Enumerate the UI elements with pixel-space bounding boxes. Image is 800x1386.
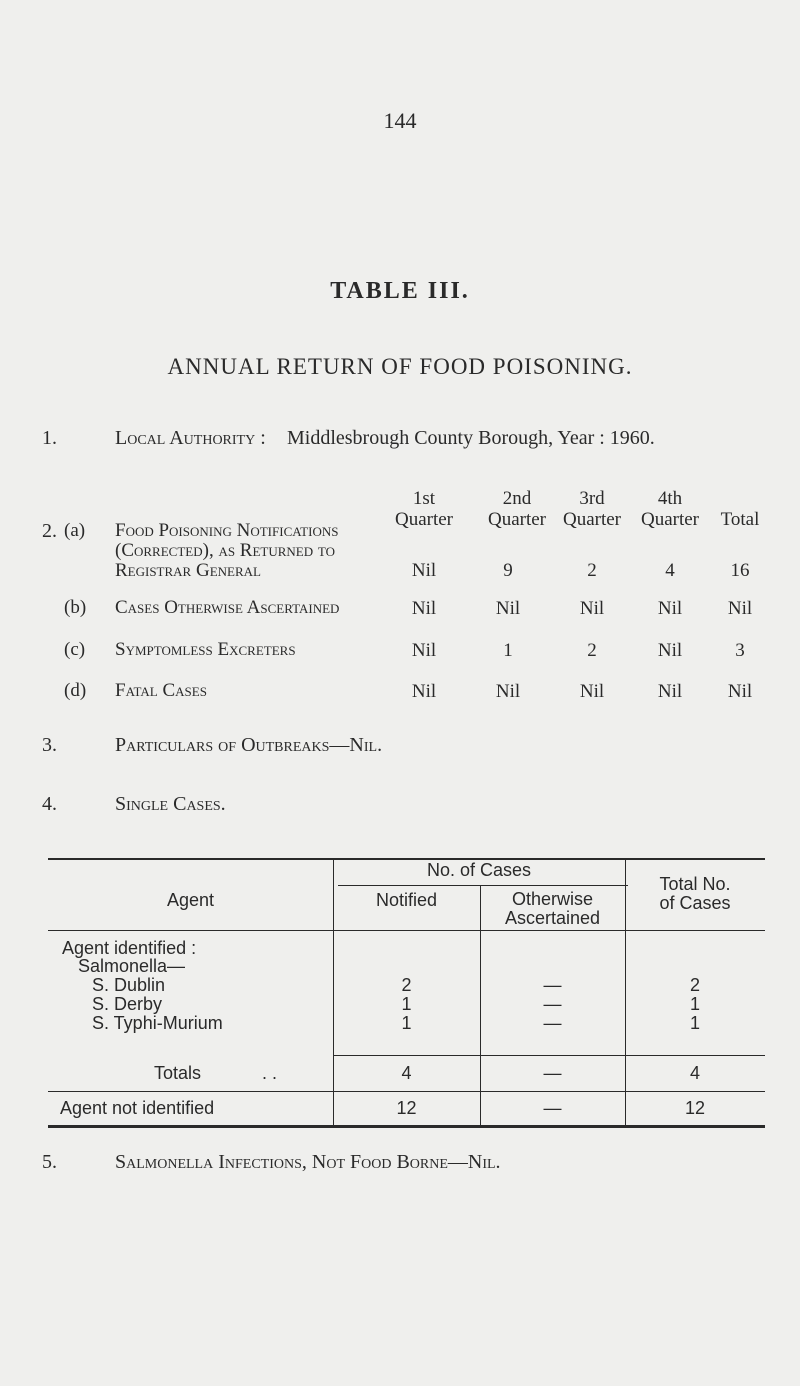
header-q3: 3rd Quarter	[562, 488, 622, 530]
row-a-total: 16	[730, 560, 750, 581]
table-title: TABLE III.	[330, 278, 470, 304]
row-a-label: Food Poisoning Notifications (Corrected), as Returned to Registrar General	[115, 520, 339, 581]
totals-top-rule	[333, 1055, 765, 1056]
total-cell: 1	[689, 1013, 700, 1033]
row-c-q1: Nil	[411, 640, 437, 661]
single-cases-table	[48, 858, 765, 1128]
row-d-q4: Nil	[657, 681, 683, 702]
page-number: 144	[383, 108, 417, 133]
not-identified-notified: 12	[396, 1098, 417, 1118]
total-cell: 1	[689, 994, 700, 1014]
subheader-rule	[338, 885, 628, 886]
row-b-total: Nil	[727, 598, 753, 619]
total-cell: 2	[689, 975, 700, 995]
section-4-text: Single Cases.	[115, 793, 226, 815]
row-d-q3: Nil	[579, 681, 605, 702]
totals-notified: 4	[401, 1063, 412, 1083]
otherwise-cell: —	[543, 1013, 562, 1033]
row-b-q4: Nil	[657, 598, 683, 619]
notified-cell: 1	[401, 1013, 412, 1033]
agent-row: S. Typhi-Murium	[92, 1013, 223, 1033]
row-a-q2: 9	[503, 560, 513, 581]
row-c-label: Symptomless Excreters	[115, 639, 296, 660]
header-q1: 1st Quarter	[394, 488, 454, 530]
header-notified: Notified	[375, 890, 438, 910]
row-c-letter: (c)	[64, 639, 86, 660]
section-2-number: 2.	[42, 520, 57, 542]
otherwise-cell: —	[543, 975, 562, 995]
row-c-total: 3	[735, 640, 745, 661]
row-b-q3: Nil	[579, 598, 605, 619]
not-identified-label: Agent not identified	[60, 1098, 215, 1118]
not-identified-otherwise: —	[543, 1098, 562, 1118]
header-q2: 2nd Quarter	[487, 488, 547, 530]
header-total-cases: Total No. of Cases	[659, 874, 731, 913]
totals-dots: . .	[262, 1063, 278, 1083]
row-c-q3: 2	[587, 640, 597, 661]
row-d-label: Fatal Cases	[115, 680, 207, 701]
totals-label: Totals	[154, 1063, 202, 1083]
row-c-q2: 1	[503, 640, 513, 661]
otherwise-cell: —	[543, 994, 562, 1014]
totals-total: 4	[689, 1063, 700, 1083]
header-q4: 4th Quarter	[640, 488, 700, 530]
section-3-text: Particulars of Outbreaks—Nil.	[115, 734, 383, 756]
document-subtitle: ANNUAL RETURN OF FOOD POISONING.	[167, 354, 633, 379]
header-otherwise-ascertained: Otherwise Ascertained	[504, 889, 601, 928]
row-b-label: Cases Otherwise Ascertained	[115, 597, 340, 618]
section-5-number: 5.	[42, 1151, 57, 1173]
section-4-number: 4.	[42, 793, 57, 815]
notified-cell: 1	[401, 994, 412, 1014]
agent-row: S. Dublin	[92, 975, 166, 995]
row-a-q4: 4	[665, 560, 675, 581]
salmonella-label: Salmonella—	[78, 956, 186, 976]
row-b-q1: Nil	[411, 598, 437, 619]
row-d-total: Nil	[727, 681, 753, 702]
section-5-text: Salmonella Infections, Not Food Borne—Nil.	[115, 1151, 501, 1173]
totals-otherwise: —	[543, 1063, 562, 1083]
row-d-q2: Nil	[495, 681, 521, 702]
header-total: Total	[720, 509, 760, 530]
section-1-value: Middlesbrough County Borough, Year : 1960.	[287, 427, 655, 449]
section-3-number: 3.	[42, 734, 57, 756]
header-agent: Agent	[166, 890, 215, 910]
not-identified-total: 12	[684, 1098, 706, 1118]
agent-row: S. Derby	[92, 994, 163, 1014]
agent-identified-label: Agent identified :	[62, 938, 197, 958]
table-bottom-rule	[48, 1125, 765, 1128]
row-a-letter: (a)	[64, 520, 86, 541]
row-d-letter: (d)	[64, 680, 87, 701]
row-b-q2: Nil	[495, 598, 521, 619]
row-c-q4: Nil	[657, 640, 683, 661]
row-d-q1: Nil	[411, 681, 437, 702]
row-a-q3: 2	[587, 560, 597, 581]
row-a-q1: Nil	[411, 560, 437, 581]
header-bottom-rule	[48, 930, 765, 931]
totals-bottom-rule	[48, 1091, 765, 1092]
row-b-letter: (b)	[64, 597, 87, 618]
section-1-label: Local Authority :	[115, 427, 266, 449]
section-1-number: 1.	[42, 427, 57, 449]
header-no-of-cases: No. of Cases	[426, 860, 532, 880]
notified-cell: 2	[401, 975, 412, 995]
